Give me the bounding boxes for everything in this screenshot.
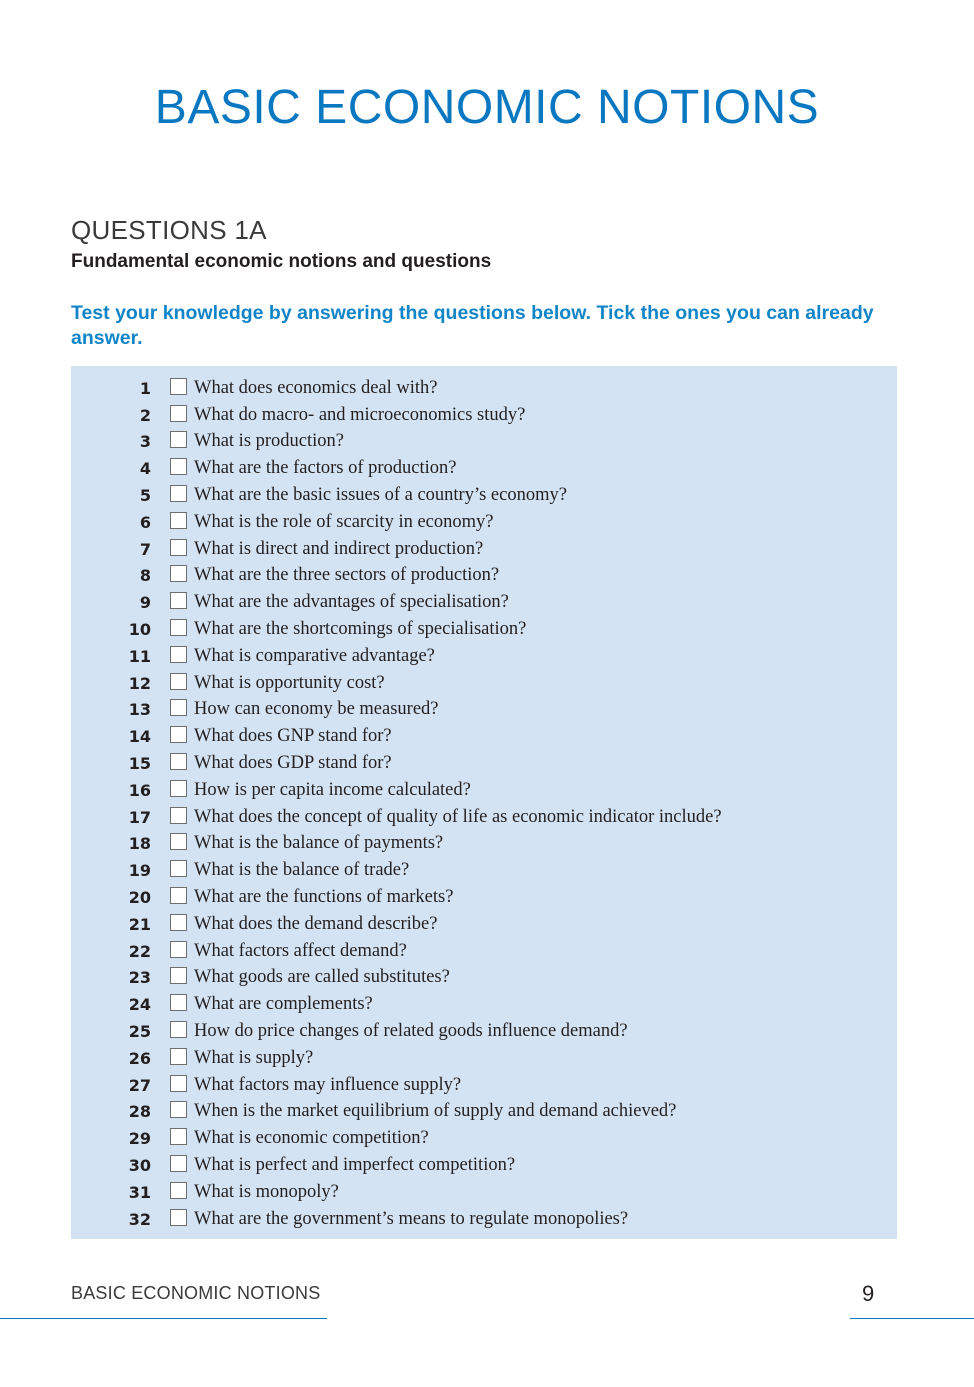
question-checkbox[interactable] [170, 1101, 187, 1118]
question-checkbox[interactable] [170, 833, 187, 850]
question-text: What is comparative advantage? [194, 645, 435, 666]
question-number: 4 [139, 459, 151, 479]
question-checkbox[interactable] [170, 619, 187, 636]
question-number: 32 [128, 1209, 151, 1229]
question-text: What does the demand describe? [194, 913, 438, 934]
question-checkbox[interactable] [170, 646, 187, 663]
question-checkbox[interactable] [170, 565, 187, 582]
question-text: How is per capita income calculated? [194, 779, 471, 800]
question-text: What are the three sectors of production? [194, 565, 500, 586]
question-checkbox[interactable] [170, 914, 187, 931]
question-item [71, 1018, 897, 1045]
question-item [71, 857, 897, 884]
question-checkbox[interactable] [170, 941, 187, 958]
question-checkbox[interactable] [170, 1048, 187, 1065]
question-item [71, 1125, 897, 1152]
question-text: What is production? [194, 431, 345, 452]
question-checkbox[interactable] [170, 1021, 187, 1038]
question-text: What does economics deal with? [194, 377, 438, 398]
question-checkbox[interactable] [170, 753, 187, 770]
question-number: 28 [128, 1102, 151, 1122]
question-item [71, 670, 897, 697]
question-text: What is the balance of payments? [194, 833, 444, 854]
question-checkbox[interactable] [170, 539, 187, 556]
question-number: 31 [128, 1182, 151, 1202]
question-text: What does the concept of quality of life as economic indicator include? [194, 806, 722, 827]
question-checkbox[interactable] [170, 860, 187, 877]
question-item [71, 777, 897, 804]
question-item [71, 429, 897, 456]
question-text: How do price changes of related goods influence demand? [194, 1021, 628, 1042]
question-item [71, 1152, 897, 1179]
question-text: What is direct and indirect production? [194, 538, 484, 559]
question-number: 25 [128, 1022, 151, 1042]
question-text: What does GNP stand for? [194, 726, 392, 747]
question-number: 21 [128, 914, 151, 934]
question-item [71, 750, 897, 777]
question-checkbox[interactable] [170, 458, 187, 475]
page-number: 9 [862, 1281, 875, 1306]
question-text: How can economy be measured? [194, 699, 439, 720]
question-checkbox[interactable] [170, 699, 187, 716]
question-number: 27 [128, 1075, 151, 1095]
question-text: What is the balance of trade? [194, 860, 410, 881]
question-item [71, 1099, 897, 1126]
question-number: 13 [128, 700, 151, 720]
question-item [71, 831, 897, 858]
question-checkbox[interactable] [170, 887, 187, 904]
question-item [71, 1045, 897, 1072]
question-number: 3 [139, 432, 151, 452]
question-panel [71, 366, 897, 1239]
question-number: 17 [128, 807, 151, 827]
question-number: 9 [139, 593, 151, 613]
question-item [71, 911, 897, 938]
question-number: 5 [139, 486, 151, 506]
footer-title: BASIC ECONOMIC NOTIONS [71, 1283, 321, 1303]
question-item [71, 402, 897, 429]
question-text: What are the advantages of specialisation? [194, 592, 509, 613]
question-item [71, 616, 897, 643]
question-checkbox[interactable] [170, 1155, 187, 1172]
question-text: What does GDP stand for? [194, 753, 392, 774]
question-checkbox[interactable] [170, 1209, 187, 1226]
question-item [71, 509, 897, 536]
question-number: 12 [128, 673, 151, 693]
instructions-text: Test your knowledge by answering the questions below. Tick the ones you can already answer. [71, 302, 874, 349]
question-checkbox[interactable] [170, 673, 187, 690]
question-item [71, 965, 897, 992]
question-item [71, 1206, 897, 1233]
question-text: What is economic competition? [194, 1128, 429, 1149]
question-text: What is supply? [194, 1047, 314, 1068]
question-item [71, 938, 897, 965]
question-number: 14 [128, 727, 151, 747]
question-item [71, 1179, 897, 1206]
question-item [71, 536, 897, 563]
question-number: 6 [139, 512, 151, 532]
question-number: 16 [128, 780, 151, 800]
question-text: What are the government’s means to regulate monopolies? [194, 1208, 629, 1229]
question-item [71, 723, 897, 750]
question-number: 23 [128, 968, 151, 988]
question-checkbox[interactable] [170, 807, 187, 824]
question-text: What is opportunity cost? [194, 672, 385, 693]
question-number: 30 [128, 1156, 151, 1175]
question-text: What are complements? [194, 994, 373, 1015]
question-item [71, 455, 897, 482]
question-text: What goods are called substitutes? [194, 967, 450, 988]
question-item [71, 589, 897, 616]
page-title: BASIC ECONOMIC NOTIONS [154, 81, 820, 134]
question-checkbox[interactable] [170, 967, 187, 984]
section-heading: QUESTIONS 1A [71, 215, 267, 245]
question-checkbox[interactable] [170, 1182, 187, 1199]
question-text: What are the functions of markets? [194, 887, 454, 908]
question-number: 26 [128, 1048, 151, 1068]
question-text: When is the market equilibrium of supply and demand achieved? [194, 1101, 677, 1122]
question-text: What is perfect and imperfect competition? [194, 1155, 516, 1175]
question-number: 22 [128, 941, 151, 961]
question-number: 1 [139, 378, 151, 398]
section-subtitle: Fundamental economic notions and questions [71, 251, 492, 272]
question-number: 11 [128, 646, 151, 666]
question-item [71, 375, 897, 402]
question-item [71, 804, 897, 831]
question-text: What are the shortcomings of specialisation? [194, 619, 527, 640]
question-text: What are the factors of production? [194, 458, 457, 479]
question-text: What is the role of scarcity in economy? [194, 511, 494, 532]
question-text: What factors affect demand? [194, 940, 407, 961]
question-number: 10 [128, 620, 151, 640]
question-checkbox[interactable] [170, 431, 187, 448]
question-item [71, 991, 897, 1018]
question-number: 24 [128, 995, 151, 1015]
question-checkbox[interactable] [170, 1075, 187, 1092]
question-number: 2 [139, 405, 151, 425]
question-text: What do macro- and microeconomics study? [194, 404, 526, 425]
question-number: 19 [128, 861, 151, 881]
question-checkbox[interactable] [170, 1128, 187, 1145]
question-text: What are the basic issues of a country’s economy? [194, 485, 567, 506]
question-item [71, 697, 897, 724]
question-list [71, 375, 897, 1233]
question-number: 18 [128, 834, 151, 854]
question-checkbox[interactable] [170, 512, 187, 529]
footer-rule-right [850, 1318, 974, 1319]
question-checkbox[interactable] [170, 726, 187, 743]
question-item [71, 563, 897, 590]
question-text: What is monopoly? [194, 1181, 339, 1202]
question-checkbox[interactable] [170, 994, 187, 1011]
question-number: 15 [128, 754, 151, 774]
question-checkbox[interactable] [170, 378, 187, 395]
question-item [71, 643, 897, 670]
question-number: 20 [128, 888, 151, 908]
question-number: 29 [128, 1129, 151, 1149]
footer-rule-left [0, 1318, 327, 1319]
question-checkbox[interactable] [170, 780, 187, 797]
question-item [71, 1072, 897, 1099]
question-checkbox[interactable] [170, 592, 187, 609]
question-item [71, 482, 897, 509]
question-number: 8 [139, 566, 151, 586]
question-item [71, 884, 897, 911]
question-checkbox[interactable] [170, 405, 187, 422]
question-text: What factors may influence supply? [194, 1074, 462, 1095]
question-checkbox[interactable] [170, 485, 187, 502]
question-number: 7 [139, 539, 151, 559]
